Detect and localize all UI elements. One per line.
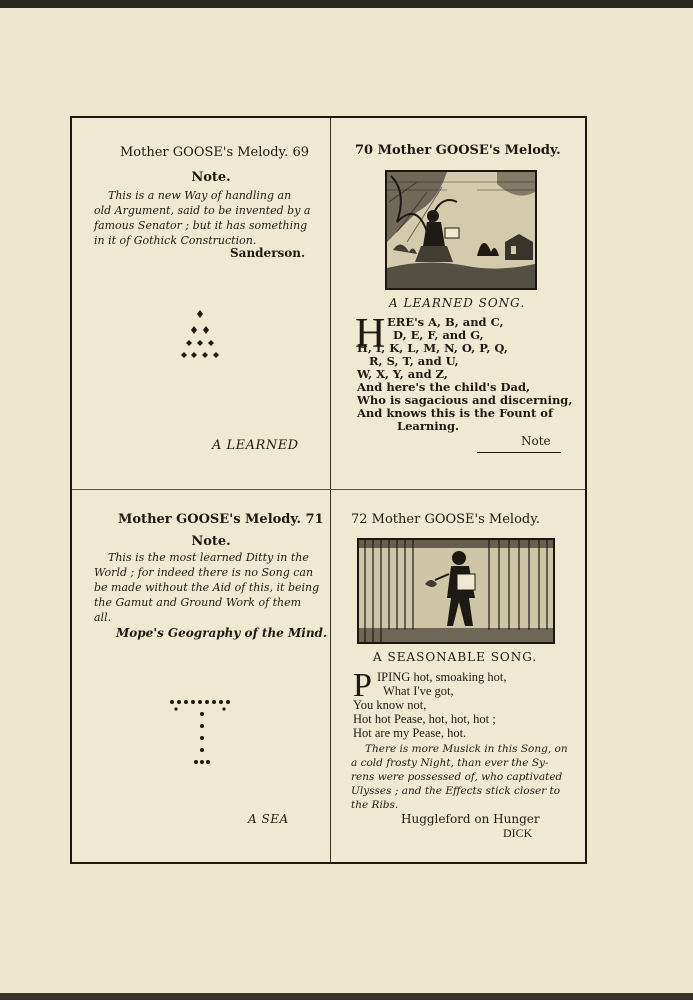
boy-reading-woodcut-icon (387, 172, 535, 288)
woodcut-illustration (357, 538, 555, 644)
verse-line: And knows this is the Fount of (357, 406, 553, 420)
note-text (94, 550, 326, 625)
catchword: DICK (503, 826, 533, 840)
page-header: 70 Mother GOOSE's Melody. (355, 143, 561, 158)
note-line: be made without the Aid of this, it being (94, 581, 320, 594)
verse-line: Hot hot Pease, hot, hot, hot ; (353, 712, 496, 726)
page-header: Mother GOOSE's Melody. 71 (118, 512, 324, 527)
note-line: There is more Musick in this Song, on (365, 743, 568, 755)
verse-line: You know not, (353, 698, 427, 712)
note-line: This is a new Way of handling an (108, 189, 292, 202)
verse-line: R, S, T, and U, (369, 354, 459, 368)
verse-line: W, X, Y, and Z, (357, 367, 448, 381)
verse-line: Learning. (397, 419, 460, 433)
note-title: Note. (191, 534, 231, 549)
note-line: rens were possessed of, who captivated (351, 771, 563, 783)
note-line: in it of Gothick Construction. (94, 234, 257, 247)
note-line: the Gamut and Ground Work of them (94, 596, 302, 609)
note-line: World ; for indeed there is no Song can (94, 566, 314, 579)
signature: Huggleford on Hunger (401, 812, 540, 826)
rule-line (477, 452, 561, 453)
verse-line: Who is sagacious and discerning, (357, 393, 573, 407)
book-spread-sheet (70, 116, 587, 864)
page-70 (331, 118, 589, 489)
scan-top-edge (0, 0, 693, 8)
signature: Mope's Geography of the Mind. (116, 626, 328, 640)
verse-line: Hot are my Pease, hot. (353, 726, 467, 740)
t-shaped-ornament-icon (168, 696, 238, 776)
note-text (94, 188, 314, 248)
song-verse (353, 670, 507, 740)
note-title: Note. (191, 170, 231, 185)
catchword: A SEA (248, 812, 289, 826)
catchword: Note (521, 434, 551, 448)
verse-line: IPING hot, smoaking hot, (377, 670, 507, 684)
note-line: Ulysses ; and the Effects stick closer to (351, 785, 561, 797)
catchword: A LEARNED (212, 438, 299, 453)
song-verse (355, 311, 573, 433)
signature: Sanderson. (230, 246, 306, 260)
page-71 (72, 490, 330, 861)
pease-seller-woodcut-icon (359, 540, 553, 642)
note-line: old Argument, said to be invented by a (94, 204, 311, 217)
verse-line: ERE's A, B, and C, (387, 315, 504, 329)
page-69 (72, 118, 330, 489)
verse-line: H, I, K, L, M, N, O, P, Q, (357, 341, 508, 355)
drop-cap: H (355, 311, 386, 357)
song-title: A LEARNED SONG. (389, 296, 526, 310)
page-header: 72 Mother GOOSE's Melody. (351, 512, 540, 527)
verse-line: What I've got, (383, 684, 454, 698)
song-title: A SEASONABLE SONG. (373, 650, 538, 664)
note-line: all. (94, 611, 112, 624)
triangle-ornament-icon (170, 304, 230, 364)
verse-line: D, E, F, and G, (393, 328, 484, 342)
scan-bottom-edge (0, 993, 693, 1000)
note-line: a cold frosty Night, than ever the Sy- (351, 757, 549, 769)
page-72 (331, 490, 589, 861)
woodcut-illustration (385, 170, 537, 290)
note-line: the Ribs. (351, 799, 399, 811)
note-line: famous Senator ; but it has something (94, 219, 308, 232)
note-line: This is the most learned Ditty in the (108, 551, 309, 564)
page-header: Mother GOOSE's Melody. 69 (120, 145, 309, 160)
verse-line: And here's the child's Dad, (357, 380, 530, 394)
drop-cap: P (353, 667, 372, 704)
note-text (351, 742, 587, 812)
